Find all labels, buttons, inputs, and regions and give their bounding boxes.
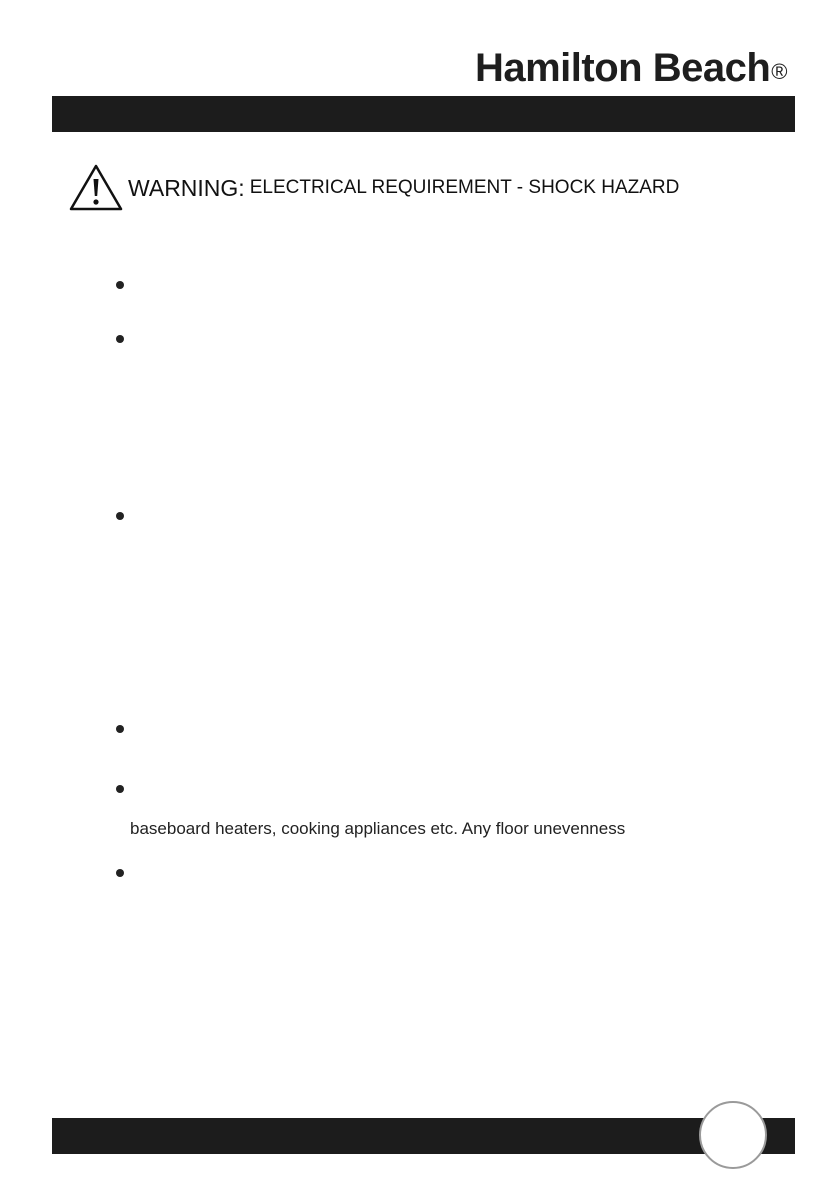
bullet-dot-icon <box>116 785 124 793</box>
brand-name: Hamilton Beach <box>474 46 771 90</box>
header-bar <box>52 96 795 132</box>
warning-label: WARNING: <box>128 174 245 201</box>
bullet-dot-icon <box>116 335 124 343</box>
warning-triangle-icon <box>68 163 124 213</box>
bullet-dot-icon <box>116 281 124 289</box>
warning-title: ELECTRICAL REQUIREMENT - SHOCK HAZARD <box>249 177 680 198</box>
brand-logo <box>475 46 787 91</box>
footer-bar <box>52 1118 795 1154</box>
registered-mark: ® <box>771 59 787 84</box>
bullet-dot-icon <box>116 869 124 877</box>
page-number-badge <box>699 1101 767 1169</box>
bullet-dot-icon <box>116 725 124 733</box>
body-text-line: baseboard heaters, cooking appliances etc. Any floor unevenness <box>130 819 626 838</box>
warning-heading <box>68 162 679 214</box>
bullet-dot-icon <box>116 512 124 520</box>
